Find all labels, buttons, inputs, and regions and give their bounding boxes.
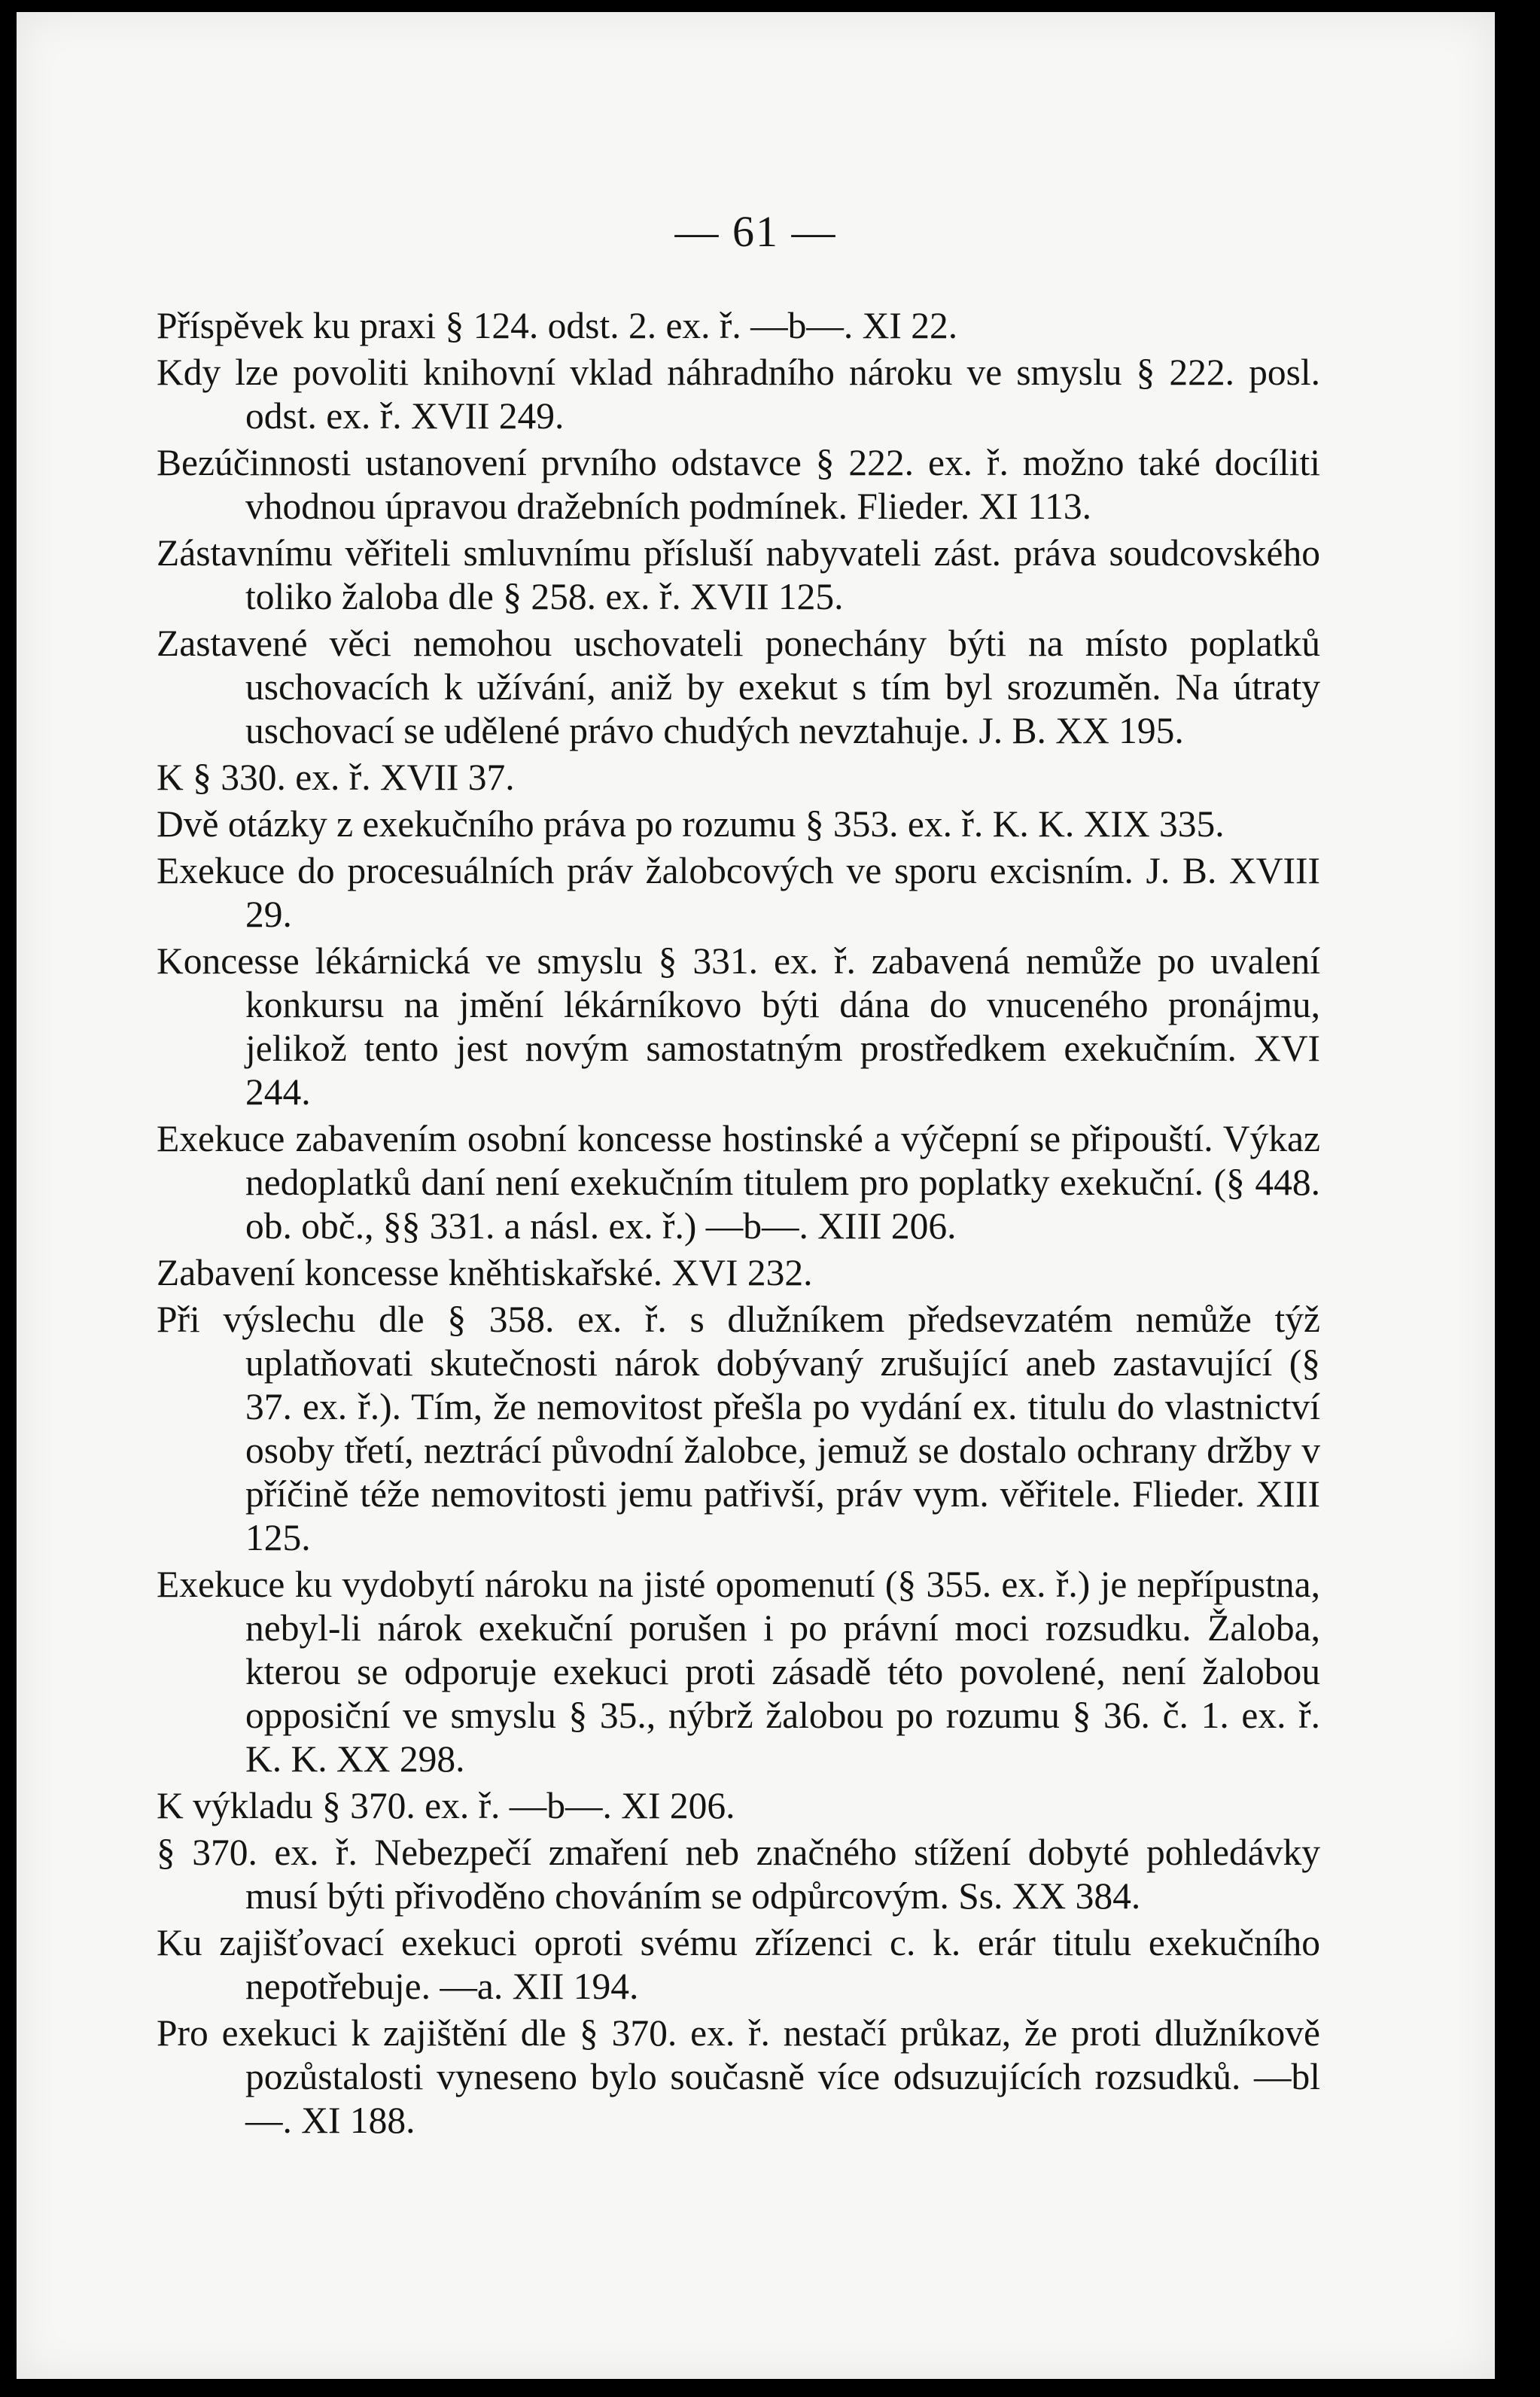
index-entry: Exekuce zabavením osobní koncesse hostinské a výčepní se připouští. Výkaz nedoplatků daní není exekučním titulem pro poplatky exekuční. (§ 448. ob. obč., §§ 331. a násl. ex. ř.) —b—. XIII 206.: [157, 1118, 1320, 1247]
index-entry: Dvě otázky z exekučního práva po rozumu § 353. ex. ř. K. K. XIX 335.: [157, 803, 1225, 845]
book-page: [17, 12, 1495, 2379]
index-entry: Příspěvek ku praxi § 124. odst. 2. ex. ř. —b—. XI 22.: [157, 305, 958, 346]
index-entry: K § 330. ex. ř. XVII 37.: [157, 757, 515, 798]
index-entry: Ku zajišťovací exekuci oproti svému zřízenci c. k. erár titulu exekučního nepotřebuje. —a. XII 194.: [157, 1922, 1320, 2007]
index-entry: Při výslechu dle § 358. ex. ř. s dlužníkem předsevzatém nemůže týž uplatňovati skutečnosti nárok dobývaný zrušující aneb zastavující (§ 37. ex. ř.). Tím, že nemovitost přešla po vydání ex. titulu do vlastnictví osoby třetí, neztrácí původní žalobce, jemuž se dostalo ochrany držby v příčině téže nemovitosti jemu patřivší, práv vym. věřitele. Flieder. XIII 125.: [157, 1299, 1320, 1558]
index-entry: Zabavení koncesse kněhtiskařské. XVI 232.: [157, 1252, 813, 1293]
page-number: — 61 —: [674, 207, 837, 256]
index-entries: [157, 304, 1320, 2146]
index-entry: Zástavnímu věřiteli smluvnímu přísluší nabyvateli zást. práva soudcovského toliko žaloba dle § 258. ex. ř. XVII 125.: [157, 532, 1320, 617]
index-entry: Koncesse lékárnická ve smyslu § 331. ex. ř. zabavená nemůže po uvalení konkursu na jmění lékárníkovo býti dána do vnuceného pronájmu, jelikož tento jest novým samostatným prostředkem exekučním. XVI 244.: [157, 940, 1320, 1113]
index-entry: K výkladu § 370. ex. ř. —b—. XI 206.: [157, 1785, 735, 1826]
index-entry: Exekuce ku vydobytí nároku na jisté opomenutí (§ 355. ex. ř.) je nepřípustna, nebyl-li nárok exekuční porušen i po právní moci rozsudku. Žaloba, kterou se odporuje exekuci proti zásadě této povolené, není žalobou opposiční ve smyslu § 35., nýbrž žalobou po rozumu § 36. č. 1. ex. ř. K. K. XX 298.: [157, 1564, 1320, 1780]
index-entry: Zastavené věci nemohou uschovateli ponechány býti na místo poplatků uschovacích k užívání, aniž by exekut s tím byl srozuměn. Na útraty uschovací se udělené právo chudých nevztahuje. J. B. XX 195.: [157, 623, 1320, 751]
index-entry: § 370. ex. ř. Nebezpečí zmaření neb značného stížení dobyté pohledávky musí býti přivoděno chováním se odpůrcovým. Ss. XX 384.: [157, 1832, 1320, 1917]
index-entry: Kdy lze povoliti knihovní vklad náhradního nároku ve smyslu § 222. posl. odst. ex. ř. XVII 249.: [157, 352, 1320, 437]
index-entry: Bezúčinnosti ustanovení prvního odstavce § 222. ex. ř. možno také docíliti vhodnou úpravou dražebních podmínek. Flieder. XI 113.: [157, 442, 1320, 527]
index-entry: Pro exekuci k zajištění dle § 370. ex. ř. nestačí průkaz, že proti dlužníkově pozůstalosti vyneseno bylo současně více odsuzujících rozsudků. —bl—. XI 188.: [157, 2012, 1320, 2141]
index-entry: Exekuce do procesuálních práv žalobcových ve sporu excisním. J. B. XVIII 29.: [157, 850, 1320, 935]
